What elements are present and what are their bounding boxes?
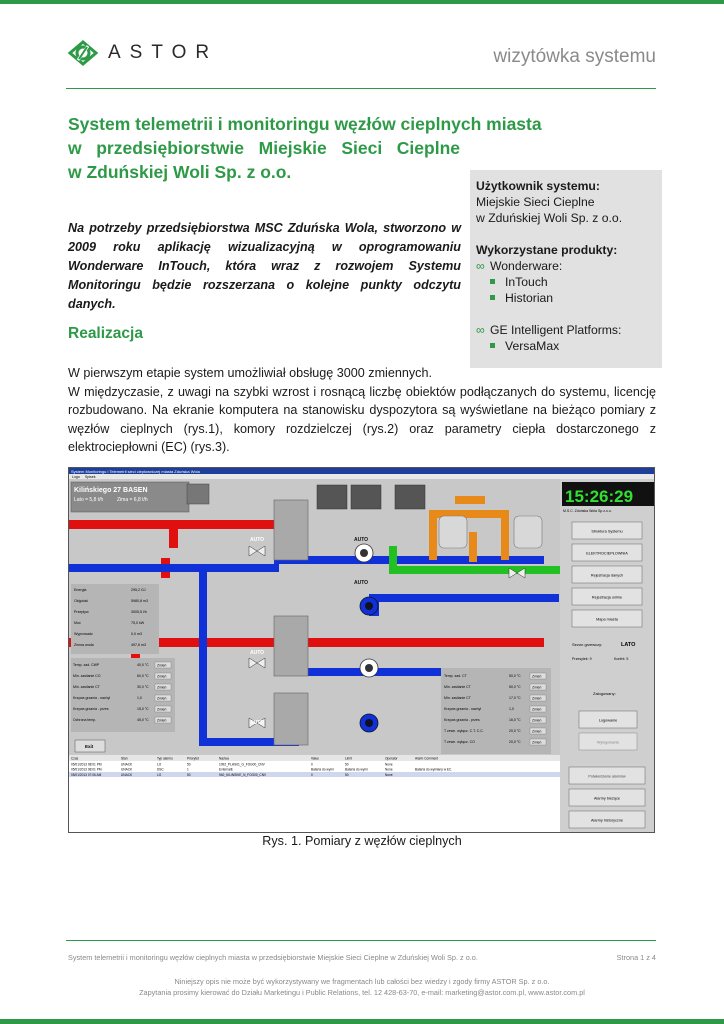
season-value: LATO bbox=[621, 642, 636, 648]
product-item: InTouch bbox=[476, 274, 656, 290]
footer-divider bbox=[66, 940, 656, 941]
menu-spisek[interactable]: Spisek bbox=[85, 475, 96, 479]
astor-logo-icon bbox=[66, 40, 100, 66]
footer-note-1: Niniejszy opis nie może być wykorzystywany we fragmentach lub całości bez wiedzy i zgody firmy ASTOR Sp. z o.o. bbox=[174, 977, 550, 986]
node-title: Kilińskiego 27 BASEN bbox=[74, 487, 148, 494]
vendor-wonderware: ∞ Wonderware: bbox=[476, 259, 563, 273]
zmien-button[interactable]: Zmień bbox=[157, 696, 167, 701]
svg-text:1: 1 bbox=[187, 767, 189, 772]
svg-text:DSC: DSC bbox=[157, 767, 164, 772]
svg-text:30,0 °C: 30,0 °C bbox=[137, 685, 149, 689]
zmien-button[interactable]: Zmień bbox=[157, 685, 167, 690]
zmien-button[interactable]: Zmień bbox=[532, 740, 542, 745]
zmien-button[interactable]: Zmień bbox=[532, 729, 542, 734]
svg-text:UNACK: UNACK bbox=[121, 772, 133, 777]
svg-text:Bateria do wymi: Bateria do wymi bbox=[345, 767, 368, 772]
svg-text:Alarm Comment: Alarm Comment bbox=[415, 756, 439, 761]
svg-text:60,0 °C: 60,0 °C bbox=[137, 674, 149, 678]
auto-label: AUTO bbox=[250, 537, 265, 543]
paragraph-2: W międzyczasie, z uwagi na szybki wzrost i rosnącą liczbę obiektów podłączanych do systemu, licencję rozbudowano. Na ekranie komputera na stanowisku dyspozytora są wyświetlane na bieżąco pomiary z węzłów cieplnych (rys.1), komory rozdzielczej (rys.2) oraz parametry ciepła dostarczonego z elektrociepłowni (EC) (rys.3). bbox=[68, 384, 656, 454]
scada-screenshot bbox=[68, 467, 655, 833]
svg-text:T zewn. wyłącz. C.T. C.C.: T zewn. wyłącz. C.T. C.C. bbox=[444, 729, 484, 733]
svg-text:None: None bbox=[385, 767, 393, 772]
paragraph-1: W pierwszym etapie system umożliwiał obsługę 3000 zmiennych. bbox=[68, 366, 432, 380]
svg-text:Ochrona temp.: Ochrona temp. bbox=[73, 718, 97, 722]
product-item: Historian bbox=[476, 290, 656, 306]
svg-text:Przepływ: Przepływ bbox=[74, 610, 89, 614]
section-heading: Realizacja bbox=[68, 325, 143, 342]
svg-text:None: None bbox=[385, 772, 393, 777]
vendor-ge: ∞ GE Intelligent Platforms: bbox=[476, 323, 622, 337]
zmien-button[interactable]: Zmień bbox=[532, 696, 542, 701]
node-flow-winter: Zima = 6,8 t/h bbox=[117, 497, 148, 503]
svg-text:Rejestracja danych[interactable]: Rejestracja danych bbox=[590, 573, 624, 578]
svg-text:Moc: Moc bbox=[74, 621, 81, 625]
svg-text:LO: LO bbox=[157, 772, 162, 777]
svg-text:Nazwa: Nazwa bbox=[219, 756, 229, 761]
svg-text:Wylogowanie[interactable]: Wylogowanie bbox=[596, 740, 620, 745]
svg-text:LO: LO bbox=[157, 762, 162, 767]
products-label: Wykorzystane produkty: bbox=[476, 243, 618, 257]
svg-text:Min. zasilanie CT: Min. zasilanie CT bbox=[444, 696, 471, 700]
svg-text:497,6 m3: 497,6 m3 bbox=[131, 643, 146, 647]
alarm-table bbox=[69, 755, 560, 833]
title-line-3: w Zduńskiej Woli Sp. z o.o. bbox=[68, 162, 292, 182]
svg-text:15,0 °C: 15,0 °C bbox=[137, 707, 149, 711]
square-bullet-icon bbox=[490, 295, 495, 300]
svg-text:Alarmy historyczne[interactable]: Alarmy historyczne bbox=[590, 818, 624, 823]
svg-text:45,0 °C: 45,0 °C bbox=[137, 718, 149, 722]
svg-text:ELEKTROCIEPŁOWNIA[interactable]: ELEKTROCIEPŁOWNIA bbox=[586, 551, 628, 556]
svg-text:1,0: 1,0 bbox=[509, 707, 514, 711]
body-text bbox=[68, 364, 656, 457]
svg-text:50,0 °C: 50,0 °C bbox=[509, 685, 521, 689]
header-divider bbox=[66, 88, 656, 89]
counter-przesylek: Przesyłek: 9 bbox=[572, 657, 592, 661]
svg-text:Krzywa grzania - nachyl: Krzywa grzania - nachyl bbox=[444, 707, 482, 711]
season-label: Sezon grzewczy: bbox=[572, 642, 603, 647]
svg-text:0: 0 bbox=[311, 762, 313, 767]
top-accent-bar bbox=[0, 0, 724, 4]
svg-text:05/01/2013 08:01 PM: 05/01/2013 08:01 PM bbox=[71, 767, 102, 772]
svg-text:Priorytet: Priorytet bbox=[187, 756, 199, 761]
company-name: M.S.C. Zduńska Wola Sp.z.o.o. bbox=[563, 509, 612, 513]
menu-logo[interactable]: Logo bbox=[72, 475, 80, 479]
logo-wordmark: ASTOR bbox=[108, 42, 219, 63]
svg-text:UNACK: UNACK bbox=[121, 767, 133, 772]
svg-text:ExternalE: ExternalE bbox=[219, 767, 233, 772]
astor-logo bbox=[66, 40, 218, 66]
clock-display: 15:26:29 bbox=[565, 487, 634, 506]
zmien-button[interactable]: Zmień bbox=[157, 718, 167, 723]
svg-text:05/01/2013 07:06 AM: 05/01/2013 07:06 AM bbox=[71, 772, 102, 777]
exit-button-label[interactable]: Exit bbox=[85, 744, 94, 749]
svg-text:50,0 °C: 50,0 °C bbox=[509, 674, 521, 678]
svg-text:50: 50 bbox=[345, 762, 349, 767]
title-line-2: w przedsiębiorstwie Miejskie Sieci Cieplne bbox=[68, 138, 460, 158]
svg-text:5980,8 m3: 5980,8 m3 bbox=[131, 599, 148, 603]
counter-konfnt: Konfnt: 5 bbox=[614, 657, 629, 661]
document-type-label: wizytówka systemu bbox=[493, 46, 656, 67]
login-label: Zalogowany: bbox=[593, 691, 616, 696]
svg-text:50: 50 bbox=[187, 772, 191, 777]
footer-note bbox=[0, 976, 724, 998]
auto-label: AUTO bbox=[250, 720, 265, 726]
zmien-button[interactable]: Zmień bbox=[157, 707, 167, 712]
svg-text:Bateria do wymiany w EC.: Bateria do wymiany w EC. bbox=[415, 767, 453, 772]
square-bullet-icon bbox=[490, 343, 495, 348]
window-title: System Monitoringu i Telemetrii sieci ciepłowniczej miasta Zduńska Wola bbox=[71, 469, 200, 474]
svg-text:Potwierdzenie alarmów[interactable]: Potwierdzenie alarmów bbox=[588, 774, 626, 779]
infinity-bullet-icon: ∞ bbox=[476, 259, 485, 273]
user-line-1: Miejskie Sieci Cieplne bbox=[476, 195, 595, 209]
svg-text:Logowanie[interactable]: Logowanie bbox=[598, 718, 618, 723]
svg-text:Objętość: Objętość bbox=[74, 599, 89, 603]
svg-text:20,0 °C: 20,0 °C bbox=[509, 729, 521, 733]
svg-text:16,0 °C: 16,0 °C bbox=[509, 718, 521, 722]
svg-text:Temp. zad. CT: Temp. zad. CT bbox=[444, 674, 467, 678]
auto-label: AUTO bbox=[250, 650, 265, 656]
zmien-button[interactable]: Zmień bbox=[532, 674, 542, 679]
title-line-1: System telemetrii i monitoringu węzłów cieplnych miasta bbox=[68, 114, 542, 134]
svg-text:Rejestracja online[interactable]: Rejestracja online bbox=[591, 595, 623, 600]
svg-text:Min. zasilanie CT: Min. zasilanie CT bbox=[444, 685, 471, 689]
user-line-2: w Zduńskiej Woli Sp. z o.o. bbox=[476, 211, 623, 225]
svg-text:UNACK: UNACK bbox=[121, 762, 133, 767]
left-readings-panel bbox=[71, 584, 159, 654]
svg-text:Krzywa grzania - przes: Krzywa grzania - przes bbox=[444, 718, 480, 722]
footer-note-2: Zapytania prosimy kierować do Działu Marketingu i Public Relations, tel. 12 428-63-70, e-mail: marketing@astor.com.pl, www.astor.com.pl bbox=[139, 988, 585, 997]
svg-text:Bateria do wymi: Bateria do wymi bbox=[311, 767, 334, 772]
svg-text:Alarmy bieżące[interactable]: Alarmy bieżące bbox=[594, 796, 620, 801]
svg-text:T zewn. wyłącz. CO: T zewn. wyłącz. CO bbox=[444, 740, 475, 744]
svg-text:Krzywa grzania - nachyl: Krzywa grzania - nachyl bbox=[73, 696, 111, 700]
svg-text:Mapa miasta[interactable]: Mapa miasta bbox=[596, 617, 618, 622]
svg-text:Krzywa grzania - przes: Krzywa grzania - przes bbox=[73, 707, 109, 711]
infinity-bullet-icon: ∞ bbox=[476, 323, 485, 337]
bottom-accent-bar bbox=[0, 1019, 724, 1024]
footer-doc-title: System telemetrii i monitoringu węzłów cieplnych miasta w przedsiębiorstwie Miejskie Sieci Cieplne w Zduńskiej Woli Sp. z o.o. bbox=[68, 953, 478, 962]
svg-text:940_KILINSKIE_N_FOG00_CNV: 940_KILINSKIE_N_FOG00_CNV bbox=[219, 772, 267, 777]
svg-text:Typ alarmu: Typ alarmu bbox=[157, 756, 173, 761]
svg-text:Limit: Limit bbox=[345, 756, 352, 761]
auto-label: AUTO bbox=[354, 537, 369, 543]
nav-buttons bbox=[572, 522, 642, 627]
figure-caption: Rys. 1. Pomiary z węzłów cieplnych bbox=[262, 834, 462, 848]
svg-text:50: 50 bbox=[345, 772, 349, 777]
node-flow-summer: Lato = 5,8 t/h bbox=[74, 497, 104, 503]
right-setpoints-panel bbox=[441, 668, 551, 754]
scada-diagram bbox=[69, 468, 655, 833]
svg-text:50: 50 bbox=[187, 762, 191, 767]
svg-text:Czas: Czas bbox=[71, 756, 79, 761]
product-info-box bbox=[470, 170, 662, 368]
zmien-button[interactable]: Zmień bbox=[532, 707, 542, 712]
svg-text:1,0: 1,0 bbox=[137, 696, 142, 700]
svg-text:Stan: Stan bbox=[121, 756, 128, 761]
svg-text:40,0 °C: 40,0 °C bbox=[137, 663, 149, 667]
product-item: VersaMax bbox=[476, 338, 656, 354]
svg-text:0: 0 bbox=[311, 772, 313, 777]
svg-text:Min. zasilanie CT: Min. zasilanie CT bbox=[73, 685, 100, 689]
zmien-button[interactable]: Zmień bbox=[157, 674, 167, 679]
svg-text:20,0 °C: 20,0 °C bbox=[509, 740, 521, 744]
svg-text:0,0 m3: 0,0 m3 bbox=[131, 632, 142, 636]
svg-text:Struktura Systemu[interactable]: Struktura Systemu bbox=[591, 529, 623, 534]
zmien-button[interactable]: Zmień bbox=[532, 685, 542, 690]
svg-text:05/01/2013 08:01 PM: 05/01/2013 08:01 PM bbox=[71, 762, 102, 767]
square-bullet-icon bbox=[490, 279, 495, 284]
svg-text:Zimna woda: Zimna woda bbox=[74, 643, 94, 647]
svg-text:Energia: Energia bbox=[74, 588, 87, 592]
svg-text:Temp. zad. CWP: Temp. zad. CWP bbox=[73, 663, 100, 667]
zmien-button[interactable]: Zmień bbox=[157, 663, 167, 668]
svg-text:Operator: Operator bbox=[385, 756, 398, 761]
svg-text:3005,5 l/h: 3005,5 l/h bbox=[131, 610, 147, 614]
svg-text:17,0 °C: 17,0 °C bbox=[509, 696, 521, 700]
svg-text:295,2 GJ: 295,2 GJ bbox=[131, 588, 146, 592]
svg-text:75,0 kW: 75,0 kW bbox=[131, 621, 145, 625]
auto-label: AUTO bbox=[354, 580, 369, 586]
footer-page-number: Strona 1 z 4 bbox=[616, 953, 656, 962]
svg-text:Wyprowadz: Wyprowadz bbox=[74, 632, 93, 636]
intro-paragraph: Na potrzeby przedsiębiorstwa MSC Zduńska Wola, stworzono w 2009 roku aplikację wizualizacyjną w oprogramowaniu Wonderware InTouch, która wraz z rozwojem Systemu Monitoringu będzie rozszerzana o kolejne punkty odczytu danych. bbox=[68, 221, 461, 311]
zmien-button[interactable]: Zmień bbox=[532, 718, 542, 723]
footer-line bbox=[68, 953, 656, 962]
svg-text:Min. zasilanie CO: Min. zasilanie CO bbox=[73, 674, 101, 678]
svg-text:Value: Value bbox=[311, 756, 319, 761]
left-setpoints-panel bbox=[71, 658, 175, 732]
svg-text:None: None bbox=[385, 762, 393, 767]
svg-text:1092_PLHS01_G_FOG00_CNV: 1092_PLHS01_G_FOG00_CNV bbox=[219, 762, 265, 767]
user-label: Użytkownik systemu: bbox=[476, 179, 600, 193]
